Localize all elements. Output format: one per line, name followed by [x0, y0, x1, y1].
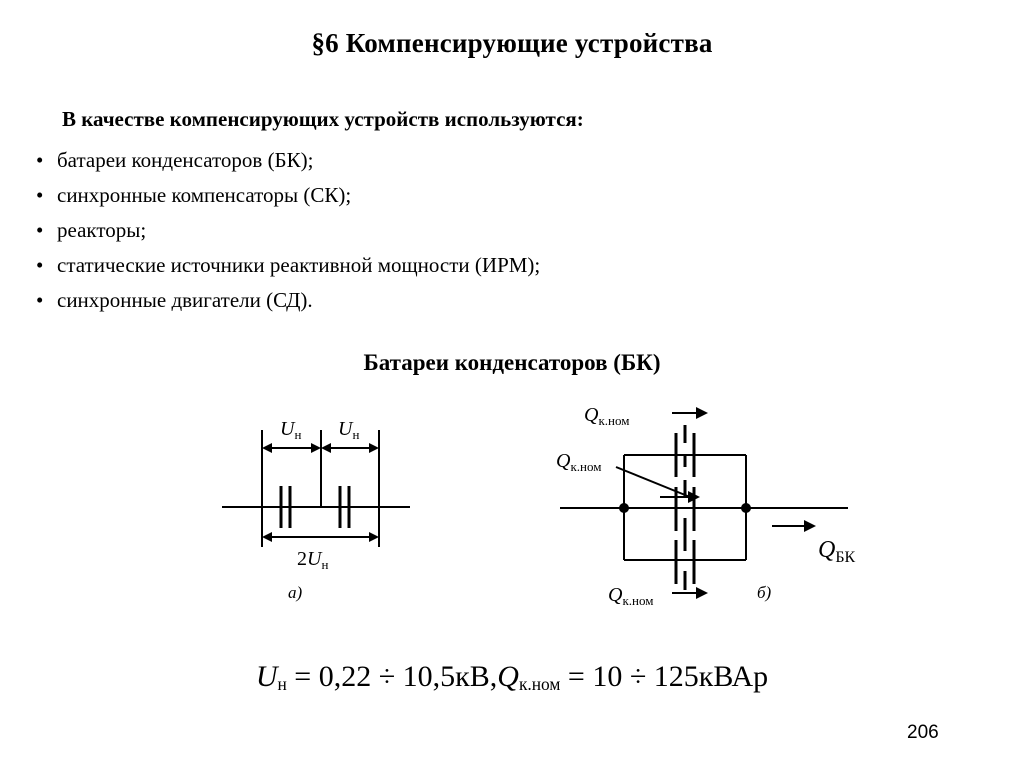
formula-q-symbol: Q	[497, 660, 519, 693]
figure-b-parallel-capacitors	[0, 385, 1024, 630]
bullet-icon: •	[36, 288, 44, 312]
figure-b-caption: б)	[757, 583, 772, 602]
bullet-icon: •	[36, 218, 44, 242]
section-heading: Батареи конденсаторов (БК)	[363, 350, 661, 375]
formula-u-symbol: U	[255, 660, 278, 693]
flow-arrow-bottom	[672, 587, 708, 599]
page-title: §6 Компенсирующие устройства	[311, 28, 713, 58]
flow-arrow-top	[672, 407, 708, 419]
label-un-right: $U_н$	[338, 418, 360, 442]
junction-node	[741, 503, 751, 513]
list-item	[33, 283, 833, 318]
list-item	[33, 143, 833, 178]
list-item	[33, 248, 833, 283]
list-item-label: синхронные двигатели (СД).	[57, 288, 313, 312]
intro-text: В качестве компенсирующих устройств используются:	[62, 107, 584, 131]
figure-a-caption: а)	[288, 583, 303, 602]
bullet-icon: •	[36, 253, 44, 277]
device-list	[33, 143, 833, 318]
label-qknom-top: $Q_{к.ном}$	[584, 404, 630, 428]
label-qknom-bottom: $Q_{к.ном}$	[608, 584, 654, 608]
list-item-label: реакторы;	[57, 218, 147, 242]
label-qbk-output: $Q_{БК}$	[818, 537, 856, 566]
formula-eq2: = 10 ÷ 125кВАр	[560, 660, 769, 693]
formula-u-subscript: н	[277, 673, 287, 694]
formula-expression	[0, 660, 1024, 695]
label-un-left: $U_н$	[280, 418, 302, 442]
label-qknom-middle: $Q_{к.ном}$	[556, 450, 602, 474]
formula-eq1: = 0,22 ÷ 10,5кВ,	[286, 660, 498, 693]
list-item	[33, 178, 833, 213]
list-item-label: батареи конденсаторов (БК);	[57, 148, 314, 172]
page-number: 206	[907, 722, 939, 743]
label-2un-total: $2U_н$	[297, 548, 329, 572]
list-item	[33, 213, 833, 248]
bullet-icon: •	[36, 183, 44, 207]
bullet-icon: •	[36, 148, 44, 172]
flow-arrow-output	[772, 520, 816, 532]
junction-node	[619, 503, 629, 513]
list-item-label: синхронные компенсаторы (СК);	[57, 183, 352, 207]
formula-q-subscript: к.ном	[518, 673, 561, 694]
switch-line	[616, 467, 690, 497]
figures-container	[0, 385, 1024, 630]
list-item-label: статические источники реактивной мощности (ИРМ);	[57, 253, 541, 277]
